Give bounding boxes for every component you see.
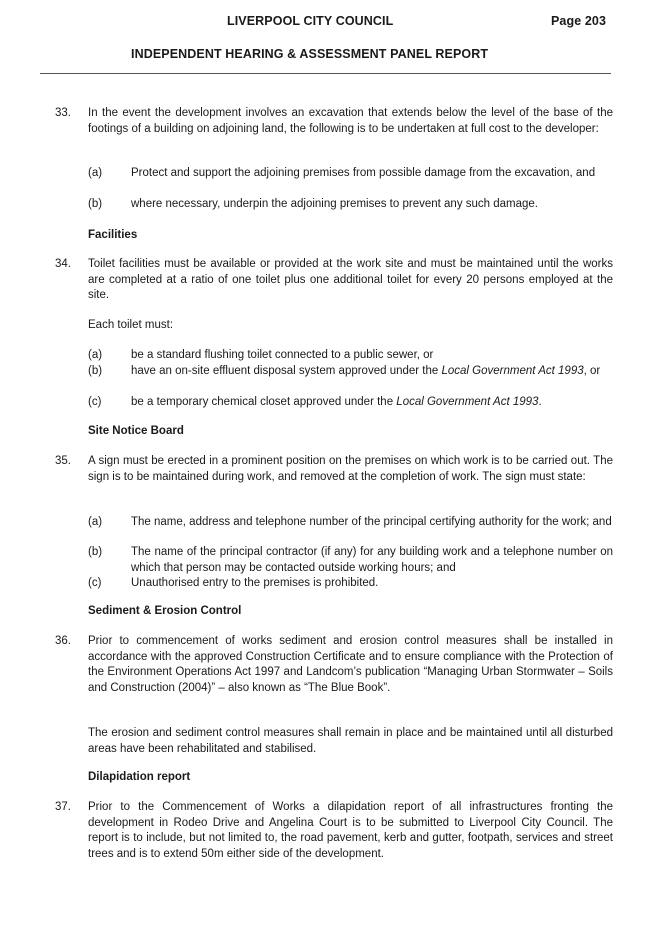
sub-item-text: be a standard flushing toilet connected to a public sewer, or [131,349,434,361]
sub-item-label: (b) [88,546,103,558]
act-title: Local Government Act 1993 [441,365,584,377]
sub-item-text: where necessary, underpin the adjoining premises to prevent any such damage. [131,198,538,210]
condition-number: 36. [55,635,71,647]
sub-item-label: (a) [88,167,103,179]
act-title: Local Government Act 1993 [396,396,539,408]
condition-text: In the event the development involves an excavation that extends below the level of the base of the footings of a building on adjoining land, the following is to be undertaken at full cost to the developer: [88,107,613,135]
sub-item-label: (c) [88,577,102,589]
condition-number: 33. [55,107,71,119]
section-heading: Facilities [88,229,138,241]
page-number: Page 203 [551,14,607,28]
condition-text: A sign must be erected in a prominent position on the premises on which work is to be carried out. The sign is to be maintained during work, and removed at the completion of work. The sign must state: [88,455,613,483]
condition-number: 37. [55,801,71,813]
condition-text: Prior to the Commencement of Works a dilapidation report of all infrastructures fronting the development in Rodeo Drive and Angelina Court is to be submitted to Liverpool City Council. The report is to include, but not limited to, the road pavement, kerb and gutter, footpath, services and street trees and is to extend 50m either side of the development. [88,801,613,860]
council-name: LIVERPOOL CITY COUNCIL [227,14,394,28]
section-heading: Sediment & Erosion Control [88,605,242,617]
condition-number: 34. [55,258,71,270]
condition-text: The erosion and sediment control measures shall remain in place and be maintained until all disturbed areas have been rehabilitated and stabilised. [88,727,613,755]
report-title: INDEPENDENT HEARING & ASSESSMENT PANEL REPORT [131,47,489,61]
condition-text: Each toilet must: [88,319,174,331]
sub-item-text: have an on-site effluent disposal system approved under the Local Government Act 1993, or [131,365,601,377]
section-heading: Site Notice Board [88,425,184,437]
condition-text: Toilet facilities must be available or provided at the work site and must be maintained until the works are completed at a ratio of one toilet plus one additional toilet for every 20 persons employed at the site. [88,258,613,302]
sub-item-label: (b) [88,365,103,377]
section-heading: Dilapidation report [88,771,191,783]
header-divider [40,73,611,74]
sub-item-label: (a) [88,516,103,528]
sub-item-text: The name, address and telephone number of the principal certifying authority for the work; and [131,516,612,528]
sub-item-label: (c) [88,396,102,408]
sub-item-text: The name of the principal contractor (if any) for any building work and a telephone number on which that person may be contacted outside working hours; and [131,546,613,574]
sub-item-text: Protect and support the adjoining premises from possible damage from the excavation, and [131,167,596,179]
sub-item-text: be a temporary chemical closet approved under the Local Government Act 1993. [131,396,542,408]
condition-number: 35. [55,455,71,467]
sub-item-label: (a) [88,349,103,361]
condition-text: Prior to commencement of works sediment and erosion control measures shall be installed in accordance with the approved Construction Certificate and to ensure compliance with the Protection of the Environment Operations Act 1997 and Landcom’s publication “Managing Urban Stormwater – Soils and Construction (2004)” – also known as “The Blue Book”. [88,635,613,694]
sub-item-label: (b) [88,198,103,210]
sub-item-text: Unauthorised entry to the premises is prohibited. [131,577,379,589]
